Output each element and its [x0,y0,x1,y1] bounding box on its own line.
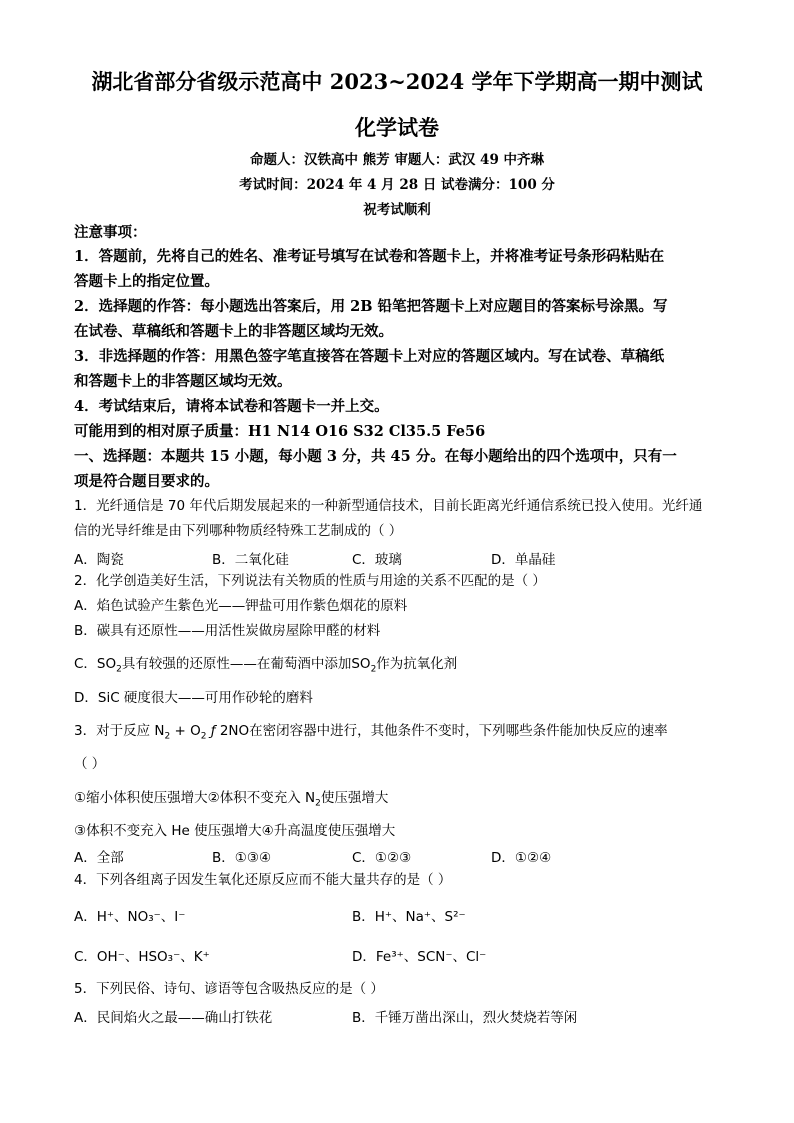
q5-option-b: B．千锤万凿出深山，烈火焚烧若等闲 [352,1010,578,1026]
q1-option-c: C．玻璃 [352,552,402,568]
q1-stem-cont: 信的光导纤维是由下列哪种物质经特殊工艺制成的（ ） [74,523,403,539]
authors-line: 命题人：汉铁高中 熊芳 审题人：武汉 49 中齐琳 [249,152,545,168]
q3-option-d: D．①②④ [491,850,552,866]
q3-stem-cont: （ ） [74,756,106,772]
notice-item-3: 3．非选择题的作答：用黑色签字笔直接答在答题卡上对应的答题区域内。写在试卷、草稿纸 [74,348,665,365]
q1-option-d: D．单晶硅 [491,552,556,568]
q5-option-a: A．民间焰火之最——确山打铁花 [74,1010,273,1026]
q3-stem: 3．对于反应 $N_2 + O_2$ ƒ 2NO在密闭容器中进行，其他条件不变时，下列哪些条件能加快反应的速率 [74,723,668,742]
notice-item-1: 1．答题前，先将自己的姓名、准考证号填写在试卷和答题卡上，并将准考证号条形码粘贴在 [74,248,665,265]
notice-item-3-cont: 和答题卡上的非答题区域均无效。 [74,373,292,390]
q2-option-d: D．SiC 硬度很大——可用作砂轮的磨料 [74,690,313,706]
q4-option-d: D．Fe³⁺、SCN⁻、Cl⁻ [352,949,487,965]
q3-option-c: C．①②③ [352,850,412,866]
equilibrium-arrow-icon: ƒ [206,723,220,739]
page-title: 湖北省部分省级示范高中 2023~2024 学年下学期高一期中测试 [91,69,703,94]
q3-condition-2: ③体积不变充入 He 使压强增大④升高温度使压强增大 [74,823,396,839]
page-subtitle: 化学试卷 [355,115,439,140]
atomic-masses: 可能用到的相对原子质量：H1 N14 O16 S32 Cl35.5 Fe56 [74,423,486,440]
q2-option-c: C．$SO_2$具有较强的还原性——在葡萄酒中添加$SO_2$作为抗氧化剂 [74,656,458,675]
q4-stem: 4．下列各组离子因发生氧化还原反应而不能大量共存的是（ ） [74,872,452,888]
q4-option-c: C．OH⁻、HSO₃⁻、K⁺ [74,949,210,965]
exam-info-line: 考试时间：2024 年 4 月 28 日 试卷满分：100 分 [239,177,555,193]
q5-stem: 5．下列民俗、诗句、谚语等包含吸热反应的是（ ） [74,981,384,997]
notice-item-2: 2．选择题的作答：每小题选出答案后，用 2B 铅笔把答题卡上对应题目的答案标号涂黑。写 [74,298,668,315]
wish-line: 祝考试顺利 [363,202,431,218]
q2-option-b: B．碳具有还原性——用活性炭做房屋除甲醛的材料 [74,623,381,639]
q2-stem: 2．化学创造美好生活，下列说法有关物质的性质与用途的关系不匹配的是（ ） [74,573,546,589]
section-heading-cont: 项是符合题目要求的。 [74,473,219,490]
notice-item-2-cont: 在试卷、草稿纸和答题卡上的非答题区域均无效。 [74,323,393,340]
section-heading: 一、选择题：本题共 15 小题，每小题 3 分，共 45 分。在每小题给出的四个选项中，只有一 [74,448,677,465]
notice-item-4: 4．考试结束后，请将本试卷和答题卡一并上交。 [74,398,389,415]
q4-option-b: B．H⁺、Na⁺、S²⁻ [352,909,466,925]
notice-item-1-cont: 答题卡上的指定位置。 [74,273,219,290]
q1-option-a: A．陶瓷 [74,552,124,568]
q2-option-a: A．焰色试验产生紫色光——钾盐可用作紫色烟花的原料 [74,598,408,614]
notice-heading: 注意事项： [74,224,147,241]
q4-option-a: A．H⁺、NO₃⁻、I⁻ [74,909,186,925]
q1-option-b: B．二氧化硅 [212,552,289,568]
q3-option-b: B．①③④ [212,850,272,866]
q3-condition-1: ①缩小体积使压强增大②体积不变充入 $N_2$使压强增大 [74,790,389,809]
q1-stem: 1．光纤通信是 70 年代后期发展起来的一种新型通信技术，目前长距离光纤通信系统已投入使用。光纤通 [74,498,703,514]
q3-option-a: A．全部 [74,850,124,866]
